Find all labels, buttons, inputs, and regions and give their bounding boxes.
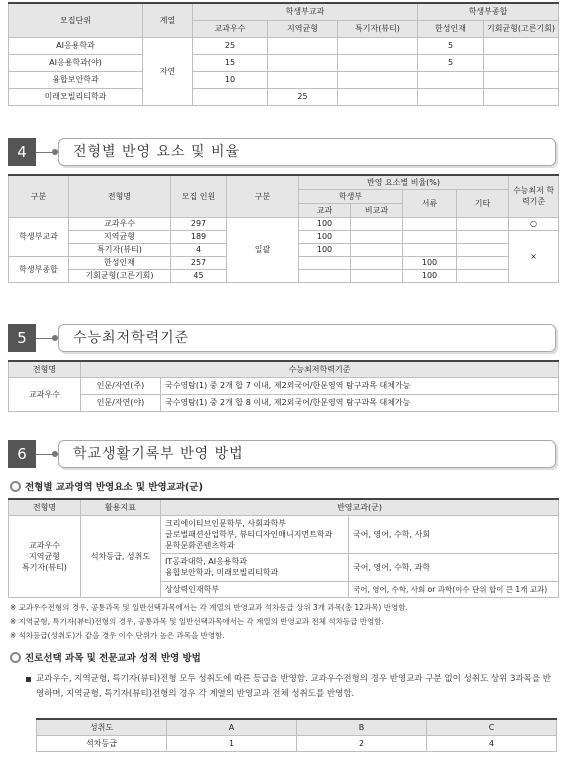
table-cell: AI응용학과(야)	[9, 54, 143, 71]
table-cell: 100	[403, 269, 457, 282]
table-cell: 189	[171, 230, 227, 243]
admission-names: 교과우수 지역균형 특기자(뷰티)	[9, 515, 81, 597]
table-cell: 4	[171, 243, 227, 256]
section-5-header	[8, 324, 558, 352]
table-cell: 1	[167, 735, 297, 751]
note-3: ※ 석차등급(성취도)가 같을 경우 이수 단위가 높은 과목을 반영함.	[10, 631, 225, 640]
header-metric: 활용지표	[81, 499, 161, 515]
note-1: ※ 교과우수전형의 경우, 공통과목 및 일반선택과목에서는 각 계열의 반영교과 석차등급 상위 3개 과목(총 12과목) 반영함.	[10, 603, 408, 612]
table-cell: 석차등급	[37, 735, 167, 751]
header-gyogwa: 학생부교과	[193, 3, 418, 20]
table-cell: 10	[193, 71, 268, 88]
section-title-box	[58, 324, 556, 352]
subheading-1	[10, 481, 203, 494]
grade-table	[36, 718, 557, 752]
table-cell	[403, 230, 457, 243]
table-cell	[418, 88, 484, 105]
header-nonsubject: 비교과	[351, 203, 403, 217]
section-title: 학교생활기록부 반영 방법	[73, 446, 244, 462]
header-admission: 전형명	[9, 499, 81, 515]
table-cell: 15	[193, 54, 268, 71]
table-cell	[351, 217, 403, 230]
table-cell: 100	[299, 243, 351, 256]
table-cell: 4	[427, 735, 557, 751]
table-cell: 인문/자연(주)	[81, 377, 161, 394]
section-number: 4	[8, 138, 36, 166]
section-title: 전형별 반영 요소 및 비율	[73, 144, 241, 160]
table-cell: 국수영탐(1) 중 2개 합 8 이내, 제2외국어/한문영역 탐구과목 대체가능	[161, 394, 559, 411]
section-6-header	[8, 440, 558, 468]
table-cell: 융합보안학과	[9, 71, 143, 88]
subject-table	[8, 498, 559, 598]
subj-cell: 국어, 영어, 수학, 사회 or 과학(이수 단위 합이 큰 1개 교과)	[349, 581, 559, 597]
subj-cell: 국어, 영어, 수학, 사회	[349, 515, 559, 553]
table-cell: 25	[193, 37, 268, 54]
header-hansung: 한성인재	[418, 20, 484, 37]
dept-cell: 상상력인재학부	[161, 581, 349, 597]
table-cell	[457, 269, 509, 282]
square-bullet-icon	[26, 677, 31, 682]
table-cell: 25	[268, 88, 338, 105]
table-cell	[299, 256, 351, 269]
table-cell: 100	[299, 217, 351, 230]
table-cell	[457, 243, 509, 256]
table-cell	[484, 88, 559, 105]
header-unit: 모집단위	[9, 3, 143, 37]
table-cell	[268, 71, 338, 88]
ratio-table	[8, 174, 559, 283]
table-cell	[268, 54, 338, 71]
table-cell: 297	[171, 217, 227, 230]
header-a: A	[167, 719, 297, 735]
table-cell	[338, 54, 418, 71]
header-document: 서류	[403, 189, 457, 217]
header-beauty: 특기자(뷰티)	[338, 20, 418, 37]
circle-bullet-icon	[10, 481, 21, 492]
section-number: 6	[8, 440, 36, 468]
table-cell: 100	[403, 256, 457, 269]
group-jonghap: 학생부종합	[9, 256, 69, 282]
group-gyogwa: 학생부교과	[9, 217, 69, 256]
header-b: B	[297, 719, 427, 735]
table-cell: 257	[171, 256, 227, 269]
header-opportunity: 기회균형(고른기회)	[484, 20, 559, 37]
table-cell	[338, 88, 418, 105]
table-cell: 45	[171, 269, 227, 282]
header-record: 학생부	[299, 189, 403, 203]
header-category: 구분	[9, 175, 69, 217]
table-cell: 지역균형	[69, 230, 171, 243]
table-cell	[351, 256, 403, 269]
header-gyogwa-excellent: 교과우수	[193, 20, 268, 37]
paragraph: 교과우수, 지역균형, 특기자(뷰티)전형 모두 성취도에 따른 등급을 반영함. 교과우수전형의 경우 반영교과 구분 없이 성취도 상위 3과목을 반영하며, 지역균형, 특기자(뷰티)전형의 경우 각 계열의 반영교과 전체 성취도를 반영함.	[36, 674, 551, 699]
table-cell	[338, 71, 418, 88]
section-number: 5	[8, 324, 36, 352]
table-cell: 5	[418, 37, 484, 54]
header-csat: 수능최저학력기준	[81, 361, 559, 377]
recruit-table	[8, 2, 559, 106]
header-admission: 전형명	[69, 175, 171, 217]
circle-bullet-icon	[10, 652, 21, 663]
table-cell	[268, 37, 338, 54]
subheading-text: 전형별 교과영역 반영요소 및 반영교과(군)	[25, 482, 203, 493]
header-subject: 교과	[299, 203, 351, 217]
header-category-2: 구분	[227, 175, 299, 217]
admission-name: 교과우수	[9, 377, 81, 411]
header-achievement: 성취도	[37, 719, 167, 735]
table-cell: 인문/자연(야)	[81, 394, 161, 411]
table-cell: 미래모빌리티학과	[9, 88, 143, 105]
table-cell	[457, 230, 509, 243]
header-ratio: 반영 요소별 비율(%)	[299, 175, 509, 189]
table-cell	[484, 71, 559, 88]
table-cell	[457, 217, 509, 230]
subj-cell: 국어, 영어, 수학, 과학	[349, 553, 559, 581]
table-cell: 국수영탐(1) 중 2개 합 7 이내, 제2외국어/한문영역 탐구과목 대체가능	[161, 377, 559, 394]
header-jonghap: 학생부종합	[418, 3, 559, 20]
header-subjects: 반영교과(군)	[161, 499, 559, 515]
table-cell: 100	[299, 230, 351, 243]
table-cell	[403, 217, 457, 230]
csat-table	[8, 360, 559, 412]
table-cell	[484, 54, 559, 71]
section-title-box	[58, 440, 556, 468]
section-title: 수능최저학력기준	[73, 330, 190, 346]
csat-no: ×	[509, 230, 559, 282]
section-4-header	[8, 138, 558, 166]
table-cell: 5	[418, 54, 484, 71]
table-cell: AI응용학과	[9, 37, 143, 54]
table-cell	[457, 256, 509, 269]
table-cell	[299, 269, 351, 282]
metric-cell: 석차등급, 성취도	[81, 515, 161, 597]
dept-cell: IT공과대학, AI응용학과 융합보안학과, 미래모빌리티학과	[161, 553, 349, 581]
csat-yes: ○	[509, 217, 559, 230]
table-cell: 교과우수	[69, 217, 171, 230]
table-cell: 한성인재	[69, 256, 171, 269]
dept-cell: 크리에이티브인문학부, 사회과학부 글로벌패션산업학부, 뷰티디자인매니지먼트학과 문학문화콘텐츠학과	[161, 515, 349, 553]
table-cell	[351, 269, 403, 282]
table-cell: 특기자(뷰티)	[69, 243, 171, 256]
header-c: C	[427, 719, 557, 735]
table-cell	[351, 230, 403, 243]
header-etc: 기타	[457, 189, 509, 217]
track-cell: 자연	[143, 37, 193, 105]
section-title-box	[58, 138, 556, 166]
batch-cell: 일괄	[227, 217, 299, 282]
subheading-text: 진로선택 과목 및 전문교과 성적 반영 방법	[25, 653, 201, 664]
header-quota: 모집 인원	[171, 175, 227, 217]
table-cell: 기회균형(고른기회)	[69, 269, 171, 282]
table-cell	[418, 71, 484, 88]
table-cell	[193, 88, 268, 105]
header-admission: 전형명	[9, 361, 81, 377]
header-track: 계열	[143, 3, 193, 37]
note-2: ※ 지역균형, 특기자(뷰티)전형의 경우, 공통과목 및 일반선택과목에서는 각 계열의 반영교과 전체 석차등급 반영함.	[10, 617, 384, 626]
table-cell	[403, 243, 457, 256]
header-csat-min: 수능최저 학력기준	[509, 175, 559, 217]
table-cell	[338, 37, 418, 54]
table-cell	[484, 37, 559, 54]
table-cell: 2	[297, 735, 427, 751]
subheading-2	[10, 652, 201, 665]
header-regional: 지역균형	[268, 20, 338, 37]
table-cell	[351, 243, 403, 256]
